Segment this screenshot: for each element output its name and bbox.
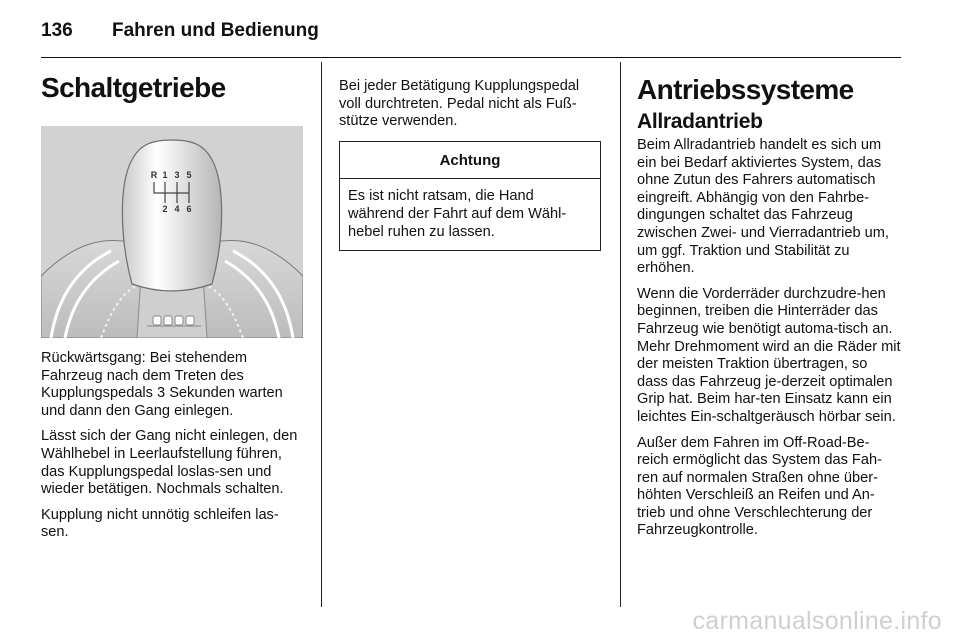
- left-column: [41, 72, 303, 104]
- column-divider-right: [620, 62, 621, 607]
- section-heading-schaltgetriebe: Schaltgetriebe: [41, 72, 226, 103]
- paragraph: Rückwärtsgang: Bei stehendem Fahrzeug nach dem Treten des Kupplungspedals 3 Sekunden warten und dann den Gang einlegen.: [41, 350, 283, 419]
- shift-label-2: 2: [162, 204, 168, 214]
- shift-label-6: 6: [186, 204, 192, 214]
- gear-knob: [122, 140, 221, 291]
- page-number: 136: [41, 20, 73, 41]
- paragraph: Lässt sich der Gang nicht einlegen, den Wählhebel in Leerlaufstellung führen, das Kupplungspedal loslas-sen und wieder betätigen. Nochmals schalten.: [41, 428, 298, 498]
- paragraph: Beim Allradantrieb handelt es sich um ein bei Bedarf aktiviertes System, das ohne Zutun des Fahrers automatisch eingreift. Abhängig von den Fahrbe-dingungen schaltet das Fahrzeug zwischen Zwei- und Vierradantrieb um, um ggf. Traktion und Stabilität zu erhöhen.: [637, 137, 889, 277]
- section-heading-antriebssysteme: Antriebssysteme: [637, 74, 854, 105]
- left-text: [41, 350, 303, 550]
- column-divider-left: [321, 62, 322, 607]
- watermark: carmanualsonline.info: [692, 607, 942, 635]
- shift-label-r: R: [150, 170, 158, 180]
- caution-text: Es ist nicht ratsam, die Hand während der Fahrt auf dem Wähl-hebel ruhen zu lassen.: [348, 188, 567, 240]
- paragraph: Bei jeder Betätigung Kupplungspedal voll durchtreten. Pedal nicht als Fuß-stütze verwenden.: [339, 78, 580, 130]
- middle-column: [339, 78, 601, 251]
- gear-knob-illustration: [41, 126, 303, 338]
- shift-label-5: 5: [186, 170, 192, 180]
- page-header: [41, 20, 319, 42]
- header-rule: [41, 57, 901, 58]
- subsection-heading-allradantrieb: Allradantrieb: [637, 110, 763, 133]
- shift-label-1: 1: [162, 170, 168, 180]
- shift-label-3: 3: [174, 170, 180, 180]
- section-title: Fahren und Bedienung: [111, 20, 319, 41]
- paragraph: Außer dem Fahren im Off-Road-Be-reich ermöglicht das System das Fah-ren auf normalen Straßen ohne über-höhten Verschleiß an Reifen und An-trieb und ohne Verschlechterung der Fahrzeugkontrolle.: [637, 434, 882, 539]
- caution-title: Achtung: [340, 142, 600, 180]
- right-column: [637, 74, 901, 548]
- paragraph: Wenn die Vorderräder durchzudre-hen beginnen, treiben die Hinterräder das Fahrzeug wie benötigt automa-tisch an. Mehr Drehmoment wird an die Räder mit der meisten Traktion übertragen, so dass das Fahrzeug je-derzeit optimalen Grip hat. Beim har-ten Einsatz kann ein leichtes Ein-schaltgeräusch hörbar sein.: [637, 285, 901, 425]
- shift-label-4: 4: [174, 204, 180, 214]
- caution-box: [339, 141, 601, 251]
- paragraph: Kupplung nicht unnötig schleifen las-sen.: [41, 506, 279, 541]
